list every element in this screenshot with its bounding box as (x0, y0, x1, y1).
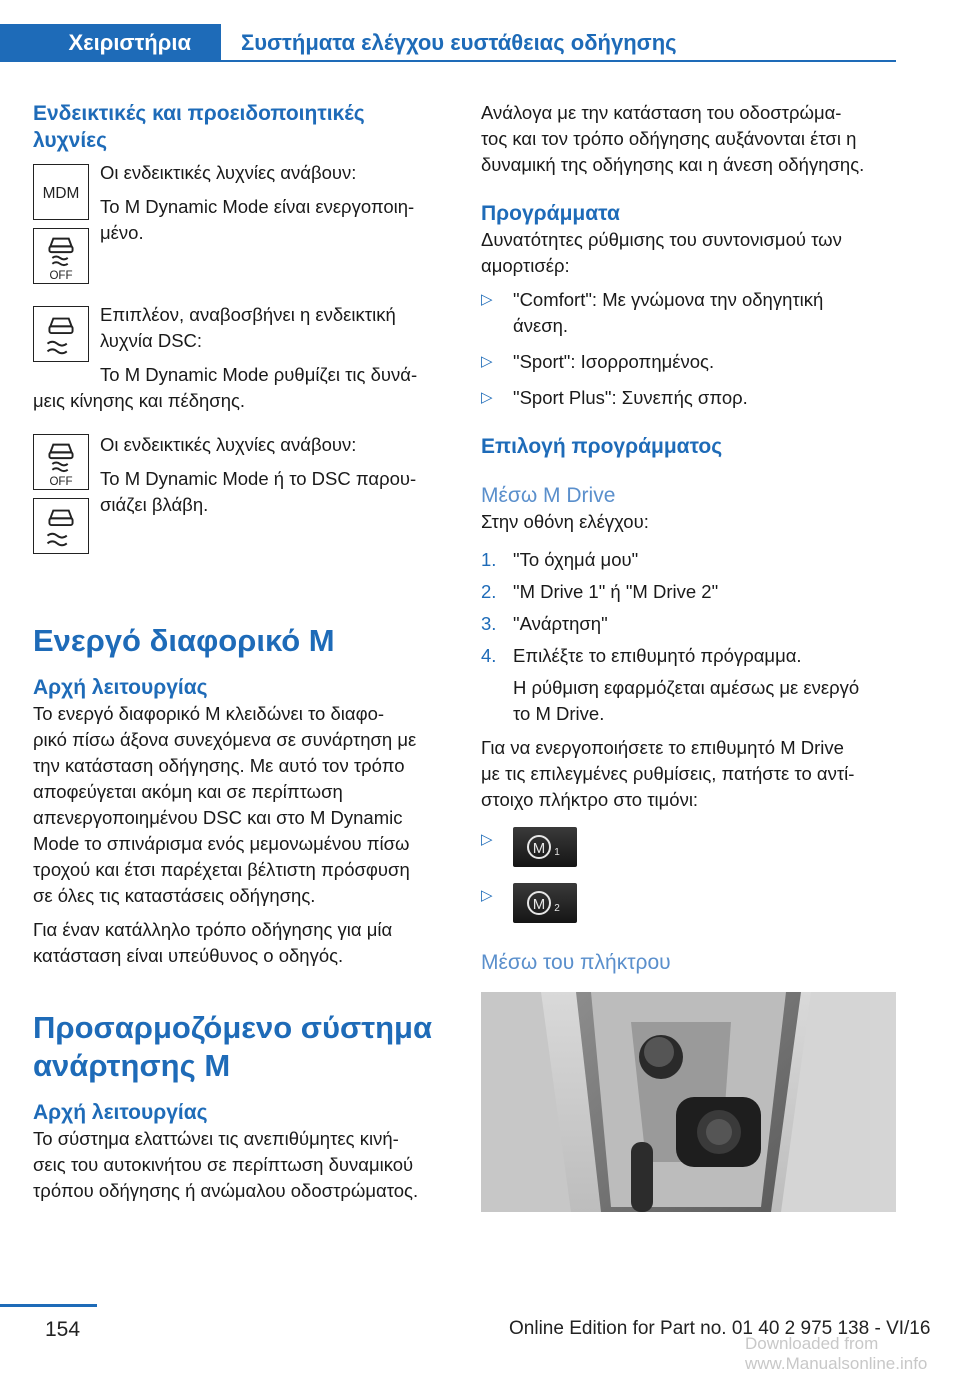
indicators-heading: Ενδεικτικές και προειδοποιητικές λυχνίες (33, 102, 365, 152)
bullet-arrow-icon: ▷ (481, 887, 493, 904)
diff-line: Το ενεργό διαφορικό M κλειδώνει το διαφο‐ (33, 703, 385, 724)
step-text: "Το όχημά μου" (513, 549, 639, 570)
steps-list (481, 547, 896, 727)
step-number: 4. (481, 645, 497, 666)
left-column (33, 100, 448, 1204)
step-number: 1. (481, 549, 497, 570)
program-comfort: "Comfort": Με γνώμονα την οδηγητική (513, 289, 824, 310)
diff-line: σε όλες τις καταστάσεις οδήγησης. (33, 885, 316, 906)
chapter-title: Συστήματα ελέγχου ευστάθειας οδήγησης (241, 30, 677, 55)
activate-line: Για να ενεργοποιήσετε το επιθυμητό M Drive (481, 737, 844, 758)
step-number: 3. (481, 613, 497, 634)
indicator-text-5: Οι ενδεικτικές λυχνίες ανάβουν: (100, 434, 357, 455)
susp-line: τρόπου οδήγησης ή ανώμαλου οδοστρώματος. (33, 1180, 419, 1201)
activate-line: με τις επιλεγμένες ρυθμίσεις, πατήστε το αντί‐ (481, 763, 855, 784)
indicator-text-2b: μένο. (100, 222, 144, 243)
note-line: Η ρύθμιση εφαρμόζεται αμέσως με ενεργό (513, 677, 860, 698)
svg-text:M: M (532, 840, 546, 857)
step-text: Επιλέξτε το επιθυμητό πρόγραμμα. (513, 645, 802, 666)
list-item (481, 287, 896, 339)
list-item (481, 611, 896, 637)
intro-line: δυναμική της οδήγησης και η άνεση οδήγησης. (481, 154, 865, 175)
list-item (481, 349, 896, 375)
header-rule (221, 60, 896, 62)
suspension-heading-line2: ανάρτησης M (33, 1048, 231, 1083)
svg-text:MDM: MDM (42, 184, 80, 202)
page-number: 154 (45, 1318, 81, 1341)
indicator-text-6a: Το M Dynamic Mode ή το DSC παρου‐ (100, 468, 417, 489)
m1-button-image (513, 827, 577, 867)
intro-text (481, 100, 896, 178)
indicator-text-2a: Το M Dynamic Mode είναι ενεργοποιη‐ (100, 196, 415, 217)
dsc-off-indicator-icon-2 (33, 434, 89, 490)
indicator-text-3b: λυχνία DSC: (100, 330, 203, 351)
indicator-text-4a: Το M Dynamic Mode ρυθμίζει τις δυνά‐ (100, 364, 418, 385)
list-item (481, 883, 896, 923)
diff-line: Για έναν κατάλληλο τρόπο οδήγησης για μία (33, 919, 393, 940)
note-line: το M Drive. (513, 703, 605, 724)
dsc-off-indicator-icon (33, 228, 89, 284)
bullet-arrow-icon: ▷ (481, 389, 493, 406)
dsc-indicator-icon (33, 306, 89, 362)
watermark: Downloaded from www.Manualsonline.info (745, 1334, 928, 1373)
diff-line: ρικό πίσω άξονα συνεχόμενα σε συνάρτηση με (33, 729, 417, 750)
right-column (481, 100, 896, 976)
susp-principle-heading: Αρχή λειτουργίας (33, 1101, 208, 1124)
program-sport: "Sport": Ισορροπημένος. (513, 351, 715, 372)
select-program-heading: Επιλογή προγράμματος (481, 435, 723, 458)
programs-line: Δυνατότητες ρύθμισης του συντονισμού των (481, 229, 842, 250)
page-header (0, 0, 960, 62)
programs-text (481, 227, 896, 279)
activate-text (481, 735, 896, 813)
list-item (481, 827, 896, 867)
activate-line: στοιχο πλήκτρο στο τιμόνι: (481, 789, 699, 810)
susp-line: Το σύστημα ελαττώνει τις ανεπιθύμητες κινή‐ (33, 1128, 399, 1149)
indicator-text-4b: μεις κίνησης και πέδησης. (33, 390, 246, 411)
step-text: "M Drive 1" ή "M Drive 2" (513, 581, 719, 602)
list-item (481, 643, 896, 669)
footer-rule (0, 1304, 97, 1307)
mdm-indicator-icon (33, 164, 89, 220)
diff-line: την κατάσταση οδήγησης. Με αυτό τον τρόπο (33, 755, 405, 776)
dsc-indicator-icon-2 (33, 498, 89, 554)
intro-line: τος και τον τρόπο οδήγησης αυξάνονται έτσι η (481, 128, 857, 149)
diff-line: τροχού και έτσι παρέχεται βέλτιστη πρόσφυση (33, 859, 410, 880)
bullet-arrow-icon: ▷ (481, 291, 493, 308)
indicator-text-6b: σιάζει βλάβη. (100, 494, 209, 515)
indicator-block-3 (33, 432, 448, 582)
mdrive-text: Στην οθόνη ελέγχου: (481, 511, 649, 532)
program-sport-plus: "Sport Plus": Συνεπής σπορ. (513, 387, 748, 408)
svg-text:OFF: OFF (49, 476, 73, 489)
step-text: "Ανάρτηση" (513, 613, 608, 634)
indicator-text-3a: Επιπλέον, αναβοσβήνει η ενδεικτική (100, 304, 396, 325)
diff-line: κατάσταση είναι υπεύθυνος ο οδηγός. (33, 945, 344, 966)
step-number: 2. (481, 581, 497, 602)
edition-info: Online Edition for Part no. 01 40 2 975 138 - VI/16 (509, 1318, 931, 1339)
section-tab: Χειριστήρια (0, 24, 221, 62)
diff-text (33, 701, 448, 909)
suspension-heading-line1: Προσαρμοζόμενο σύστημα (33, 1010, 433, 1045)
bullet-arrow-icon: ▷ (481, 831, 493, 848)
indicator-block-2 (33, 302, 448, 410)
active-differential-heading: Ενεργό διαφορικό M (33, 623, 335, 658)
program-comfort-cont: άνεση. (513, 315, 569, 336)
programs-list (481, 287, 896, 411)
intro-line: Ανάλογα με την κατάσταση του οδοστρώμα‐ (481, 102, 842, 123)
mdrive-heading: Μέσω M Drive (481, 484, 616, 507)
svg-text:M: M (532, 896, 546, 913)
list-item (481, 385, 896, 411)
suspension-heading (33, 1009, 448, 1085)
susp-text (33, 1126, 448, 1204)
diff-principle-heading: Αρχή λειτουργίας (33, 676, 208, 699)
m2-button-image (513, 883, 577, 923)
svg-text:1: 1 (554, 847, 560, 858)
programs-line: αμορτισέρ: (481, 255, 570, 276)
diff-text-2 (33, 917, 448, 969)
programs-heading: Προγράμματα (481, 202, 620, 225)
diff-line: Mode το σπινάρισμα ενός μεμονωμένου πίσω (33, 833, 410, 854)
svg-text:2: 2 (554, 903, 560, 914)
list-item (481, 547, 896, 573)
step-4-note (513, 675, 896, 727)
bullet-arrow-icon: ▷ (481, 353, 493, 370)
button-method-heading: Μέσω του πλήκτρου (481, 951, 671, 974)
list-item (481, 579, 896, 605)
indicator-block-1 (33, 160, 448, 300)
svg-text:OFF: OFF (49, 270, 73, 283)
center-console-photo (481, 992, 896, 1212)
diff-line: αποφεύγεται ακόμη και σε περίπτωση (33, 781, 343, 802)
diff-line: απενεργοποιημένου DSC και στο M Dynamic (33, 807, 403, 828)
indicator-text-1: Οι ενδεικτικές λυχνίες ανάβουν: (100, 162, 357, 183)
susp-line: σεις του αυτοκινήτου σε περίπτωση δυναμικού (33, 1154, 414, 1175)
